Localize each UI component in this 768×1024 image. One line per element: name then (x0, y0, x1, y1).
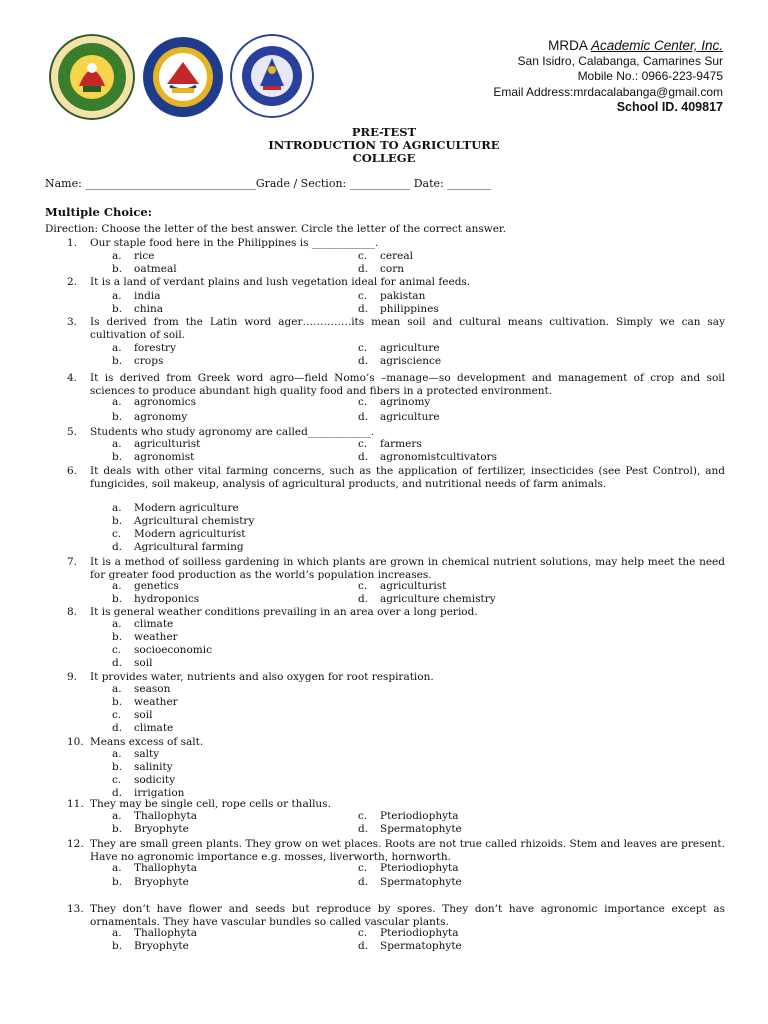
letterhead (0, 0, 768, 120)
school-email: Email Address:mrdacalabanga@gmail.com (493, 84, 723, 99)
option-letter: d. (112, 541, 123, 553)
question-13 (45, 903, 725, 929)
option-text: crops (134, 355, 164, 367)
answer-option[interactable] (112, 927, 197, 940)
option-text: weather (134, 696, 178, 708)
option-text: genetics (134, 580, 179, 592)
question-text: It is derived from Greek word agro—field Nomo’s –manage—so development and management of crop and soil sciences to produce abundant high quality food and fibers in a protected environment. (90, 372, 725, 397)
option-letter: a. (112, 502, 122, 514)
question-number: 6. (67, 465, 78, 477)
option-text: climate (134, 618, 174, 630)
option-letter: c. (112, 644, 122, 656)
question-6 (45, 465, 725, 491)
question-number: 12. (67, 838, 84, 850)
answer-option[interactable] (112, 515, 254, 528)
option-text: season (134, 683, 171, 695)
option-text: irrigation (134, 787, 185, 799)
option-letter: b. (112, 355, 123, 367)
deped-national-seal-icon (230, 34, 314, 118)
option-letter: b. (112, 761, 123, 773)
option-letter: d. (358, 593, 369, 605)
answer-option[interactable] (358, 342, 440, 355)
option-text: climate (134, 722, 174, 734)
answer-option[interactable] (358, 451, 497, 464)
answer-option[interactable] (112, 823, 189, 836)
answer-option[interactable] (112, 644, 212, 657)
option-letter: a. (112, 342, 122, 354)
option-letter: a. (112, 438, 122, 450)
answer-option[interactable] (112, 631, 178, 644)
option-text: agronomics (134, 396, 196, 408)
option-text: hydroponics (134, 593, 200, 605)
answer-option[interactable] (358, 250, 413, 263)
question-text: It deals with other vital farming concerns, such as the application of fertilizer, insecticides (see Pest Control), and fungicides, soil makeup, analysis of agricultural products, and nutritional needs of farm animals. (90, 465, 725, 490)
option-text: agrinomy (380, 396, 431, 408)
option-letter: a. (112, 580, 122, 592)
question-number: 1. (67, 237, 78, 249)
question-number: 10. (67, 736, 84, 748)
option-text: Spermatophyte (380, 823, 462, 835)
option-letter: d. (358, 411, 369, 423)
school-id: School ID. 409817 (616, 100, 723, 114)
question-4 (45, 372, 725, 398)
answer-option[interactable] (358, 593, 496, 606)
option-letter: c. (358, 810, 368, 822)
option-letter: c. (358, 342, 368, 354)
option-letter: c. (358, 580, 368, 592)
question-number: 8. (67, 606, 78, 618)
answer-option[interactable] (112, 748, 159, 761)
answer-option[interactable] (112, 722, 173, 735)
option-letter: d. (112, 787, 123, 799)
option-text: oatmeal (134, 263, 177, 275)
question-text: It is a method of soilless gardening in which plants are grown in chemical nutrient solutions, may help meet the need for greater food production as the world’s population increases. (90, 556, 725, 581)
option-letter: a. (112, 862, 122, 874)
answer-option[interactable] (112, 396, 196, 409)
question-3 (45, 316, 725, 342)
answer-option[interactable] (358, 411, 440, 424)
option-letter: c. (112, 709, 122, 721)
option-letter: d. (112, 657, 123, 669)
answer-option[interactable] (112, 657, 152, 670)
question-text: Students who study agronomy are called____________. (90, 426, 375, 438)
option-letter: c. (112, 774, 122, 786)
question-2 (45, 276, 725, 289)
option-text: cereal (380, 250, 413, 262)
answer-option[interactable] (358, 303, 439, 316)
answer-option[interactable] (358, 810, 459, 823)
section-heading: Multiple Choice: (45, 205, 152, 219)
answer-option[interactable] (112, 618, 173, 631)
option-text: Modern agriculturist (134, 528, 246, 540)
answer-option[interactable] (112, 250, 154, 263)
question-text: They don’t have flower and seeds but reproduce by spores. They don’t have agronomic importance except as ornamentals. They have vascular bundles so called vascular plants. (90, 903, 725, 928)
option-letter: c. (112, 528, 122, 540)
question-number: 7. (67, 556, 78, 568)
option-text: agronomist (134, 451, 195, 463)
option-text: soil (134, 657, 153, 669)
option-text: agriculture (380, 411, 440, 423)
question-number: 3. (67, 316, 78, 328)
option-letter: a. (112, 618, 122, 630)
answer-option[interactable] (112, 761, 173, 774)
option-text: Thallophyta (134, 927, 197, 939)
school-mobile: Mobile No.: 0966-223-9475 (577, 69, 723, 83)
option-text: Spermatophyte (380, 940, 462, 952)
answer-option[interactable] (112, 263, 177, 276)
question-text: It provides water, nutrients and also oxygen for root respiration. (90, 671, 434, 683)
option-letter: c. (358, 250, 368, 262)
option-text: agronomy (134, 411, 188, 423)
option-text: forestry (134, 342, 176, 354)
option-text: Bryophyte (134, 876, 189, 888)
option-text: Thallophyta (134, 810, 197, 822)
option-letter: a. (112, 748, 122, 760)
option-letter: a. (112, 927, 122, 939)
answer-option[interactable] (358, 862, 459, 875)
answer-option[interactable] (112, 696, 178, 709)
option-letter: c. (358, 290, 368, 302)
option-letter: d. (358, 823, 369, 835)
directions-text: Direction: Choose the letter of the best answer. Circle the letter of the correct answer. (45, 223, 507, 235)
option-letter: d. (358, 303, 369, 315)
option-text: corn (380, 263, 404, 275)
mrda-academic-center-seal-icon (142, 36, 224, 118)
option-text: agriculture chemistry (380, 593, 496, 605)
option-text: Bryophyte (134, 823, 189, 835)
option-letter: d. (358, 263, 369, 275)
option-text: salinity (134, 761, 173, 773)
answer-option[interactable] (112, 940, 189, 953)
answer-option[interactable] (112, 451, 194, 464)
question-text: It is a land of verdant plains and lush vegetation ideal for animal feeds. (90, 276, 471, 288)
option-text: philippines (380, 303, 439, 315)
answer-option[interactable] (358, 355, 441, 368)
option-text: Thallophyta (134, 862, 197, 874)
option-letter: b. (112, 631, 123, 643)
option-text: Spermatophyte (380, 876, 462, 888)
option-letter: b. (112, 940, 123, 952)
option-text: china (134, 303, 164, 315)
option-text: agriculturist (134, 438, 201, 450)
option-letter: a. (112, 810, 122, 822)
question-text: Is derived from the Latin word ager…………..its mean soil and cultural means cultivation. Simply we can say cultivation of soil. (90, 316, 725, 341)
answer-option[interactable] (112, 810, 197, 823)
answer-option[interactable] (358, 263, 404, 276)
option-letter: a. (112, 396, 122, 408)
school-info (493, 38, 723, 116)
school-name: MRDA Academic Center, Inc. (548, 38, 723, 53)
option-text: agriscience (380, 355, 442, 367)
option-letter: b. (112, 411, 123, 423)
option-letter: d. (112, 722, 123, 734)
answer-option[interactable] (112, 876, 189, 889)
answer-option[interactable] (112, 502, 239, 515)
question-number: 2. (67, 276, 78, 288)
answer-option[interactable] (358, 580, 446, 593)
option-text: Bryophyte (134, 940, 189, 952)
option-text: Agricultural chemistry (134, 515, 255, 527)
option-letter: b. (112, 515, 123, 527)
answer-option[interactable] (358, 438, 422, 451)
option-letter: c. (358, 862, 368, 874)
answer-option[interactable] (112, 580, 179, 593)
answer-option[interactable] (112, 528, 245, 541)
question-text: It is general weather conditions prevailing in an area over a long period. (90, 606, 478, 618)
option-letter: b. (112, 696, 123, 708)
question-text: Means excess of salt. (90, 736, 204, 748)
answer-option[interactable] (112, 709, 152, 722)
option-letter: b. (112, 593, 123, 605)
answer-option[interactable] (112, 342, 176, 355)
option-text: agronomistcultivators (380, 451, 498, 463)
option-text: Modern agriculture (134, 502, 239, 514)
answer-option[interactable] (112, 541, 244, 554)
answer-option[interactable] (112, 303, 163, 316)
answer-option[interactable] (358, 940, 462, 953)
deped-division-seal-icon (49, 34, 135, 120)
answer-option[interactable] (112, 411, 187, 424)
question-number: 4. (67, 372, 78, 384)
option-letter: c. (358, 927, 368, 939)
option-text: Pteriodiophyta (380, 927, 459, 939)
question-text: Our staple food here in the Philippines is ____________. (90, 237, 379, 249)
option-letter: d. (358, 876, 369, 888)
option-letter: a. (112, 290, 122, 302)
answer-option[interactable] (112, 290, 160, 303)
school-address: San Isidro, Calabanga, Camarines Sur (517, 53, 723, 68)
answer-option[interactable] (112, 438, 200, 451)
answer-option[interactable] (358, 823, 462, 836)
option-letter: a. (112, 250, 122, 262)
option-text: soil (134, 709, 153, 721)
question-number: 13. (67, 903, 84, 915)
option-text: Pteriodiophyta (380, 862, 459, 874)
option-text: Pteriodiophyta (380, 810, 459, 822)
option-text: pakistan (380, 290, 426, 302)
answer-option[interactable] (112, 355, 163, 368)
question-number: 11. (67, 798, 84, 810)
option-text: weather (134, 631, 178, 643)
option-text: sodicity (134, 774, 176, 786)
question-number: 5. (67, 426, 78, 438)
option-text: socioeconomic (134, 644, 212, 656)
option-text: farmers (380, 438, 422, 450)
option-letter: d. (358, 940, 369, 952)
answer-option[interactable] (112, 862, 197, 875)
test-title: PRE-TEST INTRODUCTION TO AGRICULTURE COLLEGE (268, 125, 500, 165)
option-letter: d. (358, 355, 369, 367)
question-7 (45, 556, 725, 582)
answer-option[interactable] (112, 593, 199, 606)
option-letter: b. (112, 451, 123, 463)
question-12 (45, 838, 725, 864)
answer-option[interactable] (112, 774, 175, 787)
answer-option[interactable] (358, 876, 462, 889)
answer-option[interactable] (112, 683, 170, 696)
question-number: 9. (67, 671, 78, 683)
question-text: They may be single cell, rope cells or thallus. (90, 798, 331, 810)
answer-option[interactable] (358, 396, 430, 409)
option-letter: d. (358, 451, 369, 463)
option-text: Agricultural farming (134, 541, 244, 553)
option-letter: b. (112, 876, 123, 888)
option-text: agriculture (380, 342, 440, 354)
question-text: They are small green plants. They grow on wet places. Roots are not true called rhizoids. Stem and leaves are present. Have no agronomic importance e.g. mosses, liverworth, hornworth. (90, 838, 725, 863)
option-letter: c. (358, 438, 368, 450)
student-info-line[interactable]: Name: _______________________________Grade / Section: ___________ Date: ________ (45, 177, 492, 190)
option-text: rice (134, 250, 155, 262)
option-text: india (134, 290, 161, 302)
option-letter: b. (112, 263, 123, 275)
school-name-link[interactable]: Academic Center, Inc. (590, 38, 723, 53)
option-letter: b. (112, 823, 123, 835)
question-1 (45, 237, 725, 250)
option-letter: a. (112, 683, 122, 695)
answer-option[interactable] (358, 290, 425, 303)
option-text: agriculturist (380, 580, 447, 592)
option-text: salty (134, 748, 160, 760)
option-letter: b. (112, 303, 123, 315)
answer-option[interactable] (358, 927, 459, 940)
option-letter: c. (358, 396, 368, 408)
